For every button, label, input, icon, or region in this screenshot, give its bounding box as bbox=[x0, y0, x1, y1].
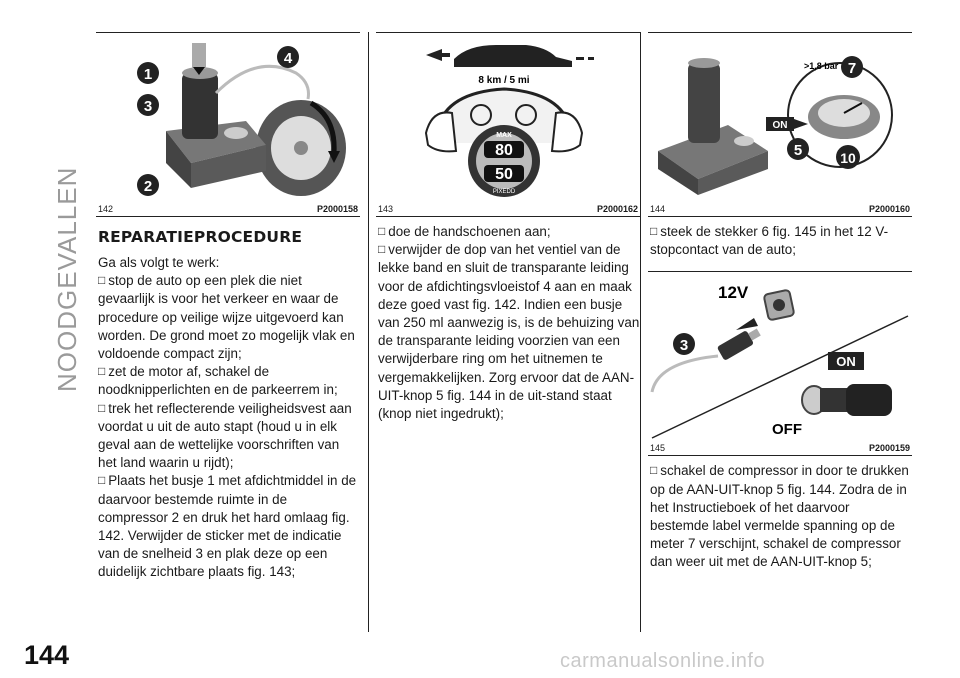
list-item: □ stop de auto op een plek die niet gevaarlijk is voor het verkeer en waar de procedure op veilige wijze uitgevoerd kan worden. De grond moet zo mogelijk vlak en voldoende compact zijn; bbox=[98, 272, 360, 363]
section-heading: REPARATIEPROCEDURE bbox=[98, 228, 303, 246]
figure-caption bbox=[648, 440, 912, 456]
socket-plug-illustration bbox=[648, 272, 912, 440]
svg-text:80: 80 bbox=[495, 142, 513, 159]
plug-shape bbox=[717, 325, 763, 361]
figure-code: P2000159 bbox=[868, 443, 910, 454]
figure-code: P2000162 bbox=[596, 204, 638, 214]
figure-143 bbox=[376, 32, 640, 217]
callout-3 bbox=[673, 333, 695, 355]
figure-145 bbox=[648, 271, 912, 456]
list-item: □ verwijder de dop van het ventiel van de lekke band en sluit de transparante leiding voor de afdichtingsvloeistof 4 aan en maak deze goed vast fig. 142. Indien een busje van 250 ml aanwezig is, is de behuizing van de transparante leiding voorzien van een verwijderbare ring om het uitnemen te vergemakkelijken. Zorg ervoor dat de AAN-UIT-knop 5 fig. 144 in de uit-stand staat (knop niet ingedrukt); bbox=[378, 241, 640, 423]
list-item: □ zet de motor af, schakel de noodknipperlichten en de parkeerrem in; bbox=[98, 363, 360, 399]
svg-text:PIXEDD: PIXEDD bbox=[492, 189, 516, 195]
figure-142 bbox=[96, 32, 360, 217]
svg-text:3: 3 bbox=[143, 98, 153, 115]
on-label: ON bbox=[836, 354, 856, 370]
callout-10 bbox=[836, 145, 860, 169]
column-1 bbox=[96, 32, 360, 582]
callout-1 bbox=[137, 62, 159, 84]
speed-label: 8 km / 5 mi bbox=[478, 75, 530, 86]
chapter-side-title: NOODGEVALLEN bbox=[52, 166, 82, 392]
ignition-key-shape bbox=[802, 384, 892, 416]
figure-caption bbox=[96, 201, 360, 217]
callout-2 bbox=[137, 174, 159, 196]
sealant-canister bbox=[182, 73, 218, 139]
column-2 bbox=[376, 32, 640, 423]
svg-text:4: 4 bbox=[283, 50, 293, 67]
figure-number: 145 bbox=[650, 443, 666, 454]
figure-number: 142 bbox=[98, 204, 114, 214]
column-divider bbox=[640, 32, 641, 632]
watermark-text: carmanualsonline.info bbox=[560, 650, 766, 672]
speed-sticker-illustration bbox=[376, 33, 632, 201]
figure-number: 144 bbox=[650, 204, 666, 214]
left-hand bbox=[426, 112, 456, 151]
figure-144 bbox=[648, 32, 912, 217]
callout-4 bbox=[277, 46, 299, 68]
svg-text:7: 7 bbox=[847, 60, 857, 77]
right-hand bbox=[552, 112, 582, 151]
list-item: □ steek de stekker 6 fig. 145 in het 12 V-stopcontact van de auto; bbox=[650, 223, 912, 259]
svg-text:3: 3 bbox=[679, 337, 689, 355]
column-3 bbox=[648, 32, 912, 572]
voltage-label: 12V bbox=[718, 283, 749, 303]
body-text bbox=[650, 223, 912, 259]
figure-caption bbox=[648, 201, 912, 217]
compressor-illustration bbox=[96, 33, 360, 201]
svg-text:5: 5 bbox=[793, 142, 803, 159]
body-text bbox=[378, 223, 640, 423]
svg-text:2: 2 bbox=[143, 178, 153, 195]
list-item: □ schakel de compressor in door te drukken op de AAN-UIT-knop 5 fig. 144. Zodra de in het Instructieboek of het daarvoor bestemde label vermelde spanning op de meter 7 verschijnt, schakel de compressor dan weer uit met de AAN-UIT-knop 5; bbox=[650, 462, 912, 571]
svg-text:1: 1 bbox=[143, 66, 153, 83]
svg-text:10: 10 bbox=[840, 150, 856, 166]
list-item: □ trek het reflecterende veiligheidsvest aan voordat u uit de auto stapt (houd u in elk geval aan de wettelijke voorschriften van het land waarin u rijdt); bbox=[98, 400, 360, 473]
pressure-label: >1,8 bar bbox=[804, 61, 839, 71]
page-number: 144 bbox=[24, 640, 70, 670]
on-label: ON bbox=[772, 120, 788, 131]
canister-shape bbox=[688, 63, 720, 143]
figure-number: 143 bbox=[378, 204, 394, 214]
callout-5 bbox=[787, 138, 809, 160]
figure-code: P2000160 bbox=[868, 204, 910, 214]
body-text bbox=[650, 462, 912, 571]
figure-caption bbox=[376, 201, 640, 217]
list-item: □ Plaats het busje 1 met afdichtmiddel in de daarvoor bestemde ruimte in de compressor 2 en druk het hard omlaag fig. 142. Verwijder de sticker met de indicatie van de snelheid 3 en plak deze op een duidelijk zichtbare plaats fig. 143; bbox=[98, 472, 360, 581]
svg-text:50: 50 bbox=[495, 166, 513, 183]
off-label: OFF bbox=[772, 421, 802, 439]
svg-text:MAX: MAX bbox=[496, 132, 512, 139]
intro-text: Ga als volgt te werk: bbox=[98, 255, 220, 270]
car-silhouette bbox=[454, 45, 572, 67]
list-item: □ doe de handschoenen aan; bbox=[378, 223, 640, 241]
pressure-gauge-illustration bbox=[648, 33, 912, 201]
callout-7 bbox=[841, 56, 863, 78]
callout-3 bbox=[137, 94, 159, 116]
body-text bbox=[98, 254, 360, 582]
figure-code: P2000158 bbox=[316, 204, 358, 214]
column-divider bbox=[368, 32, 369, 632]
